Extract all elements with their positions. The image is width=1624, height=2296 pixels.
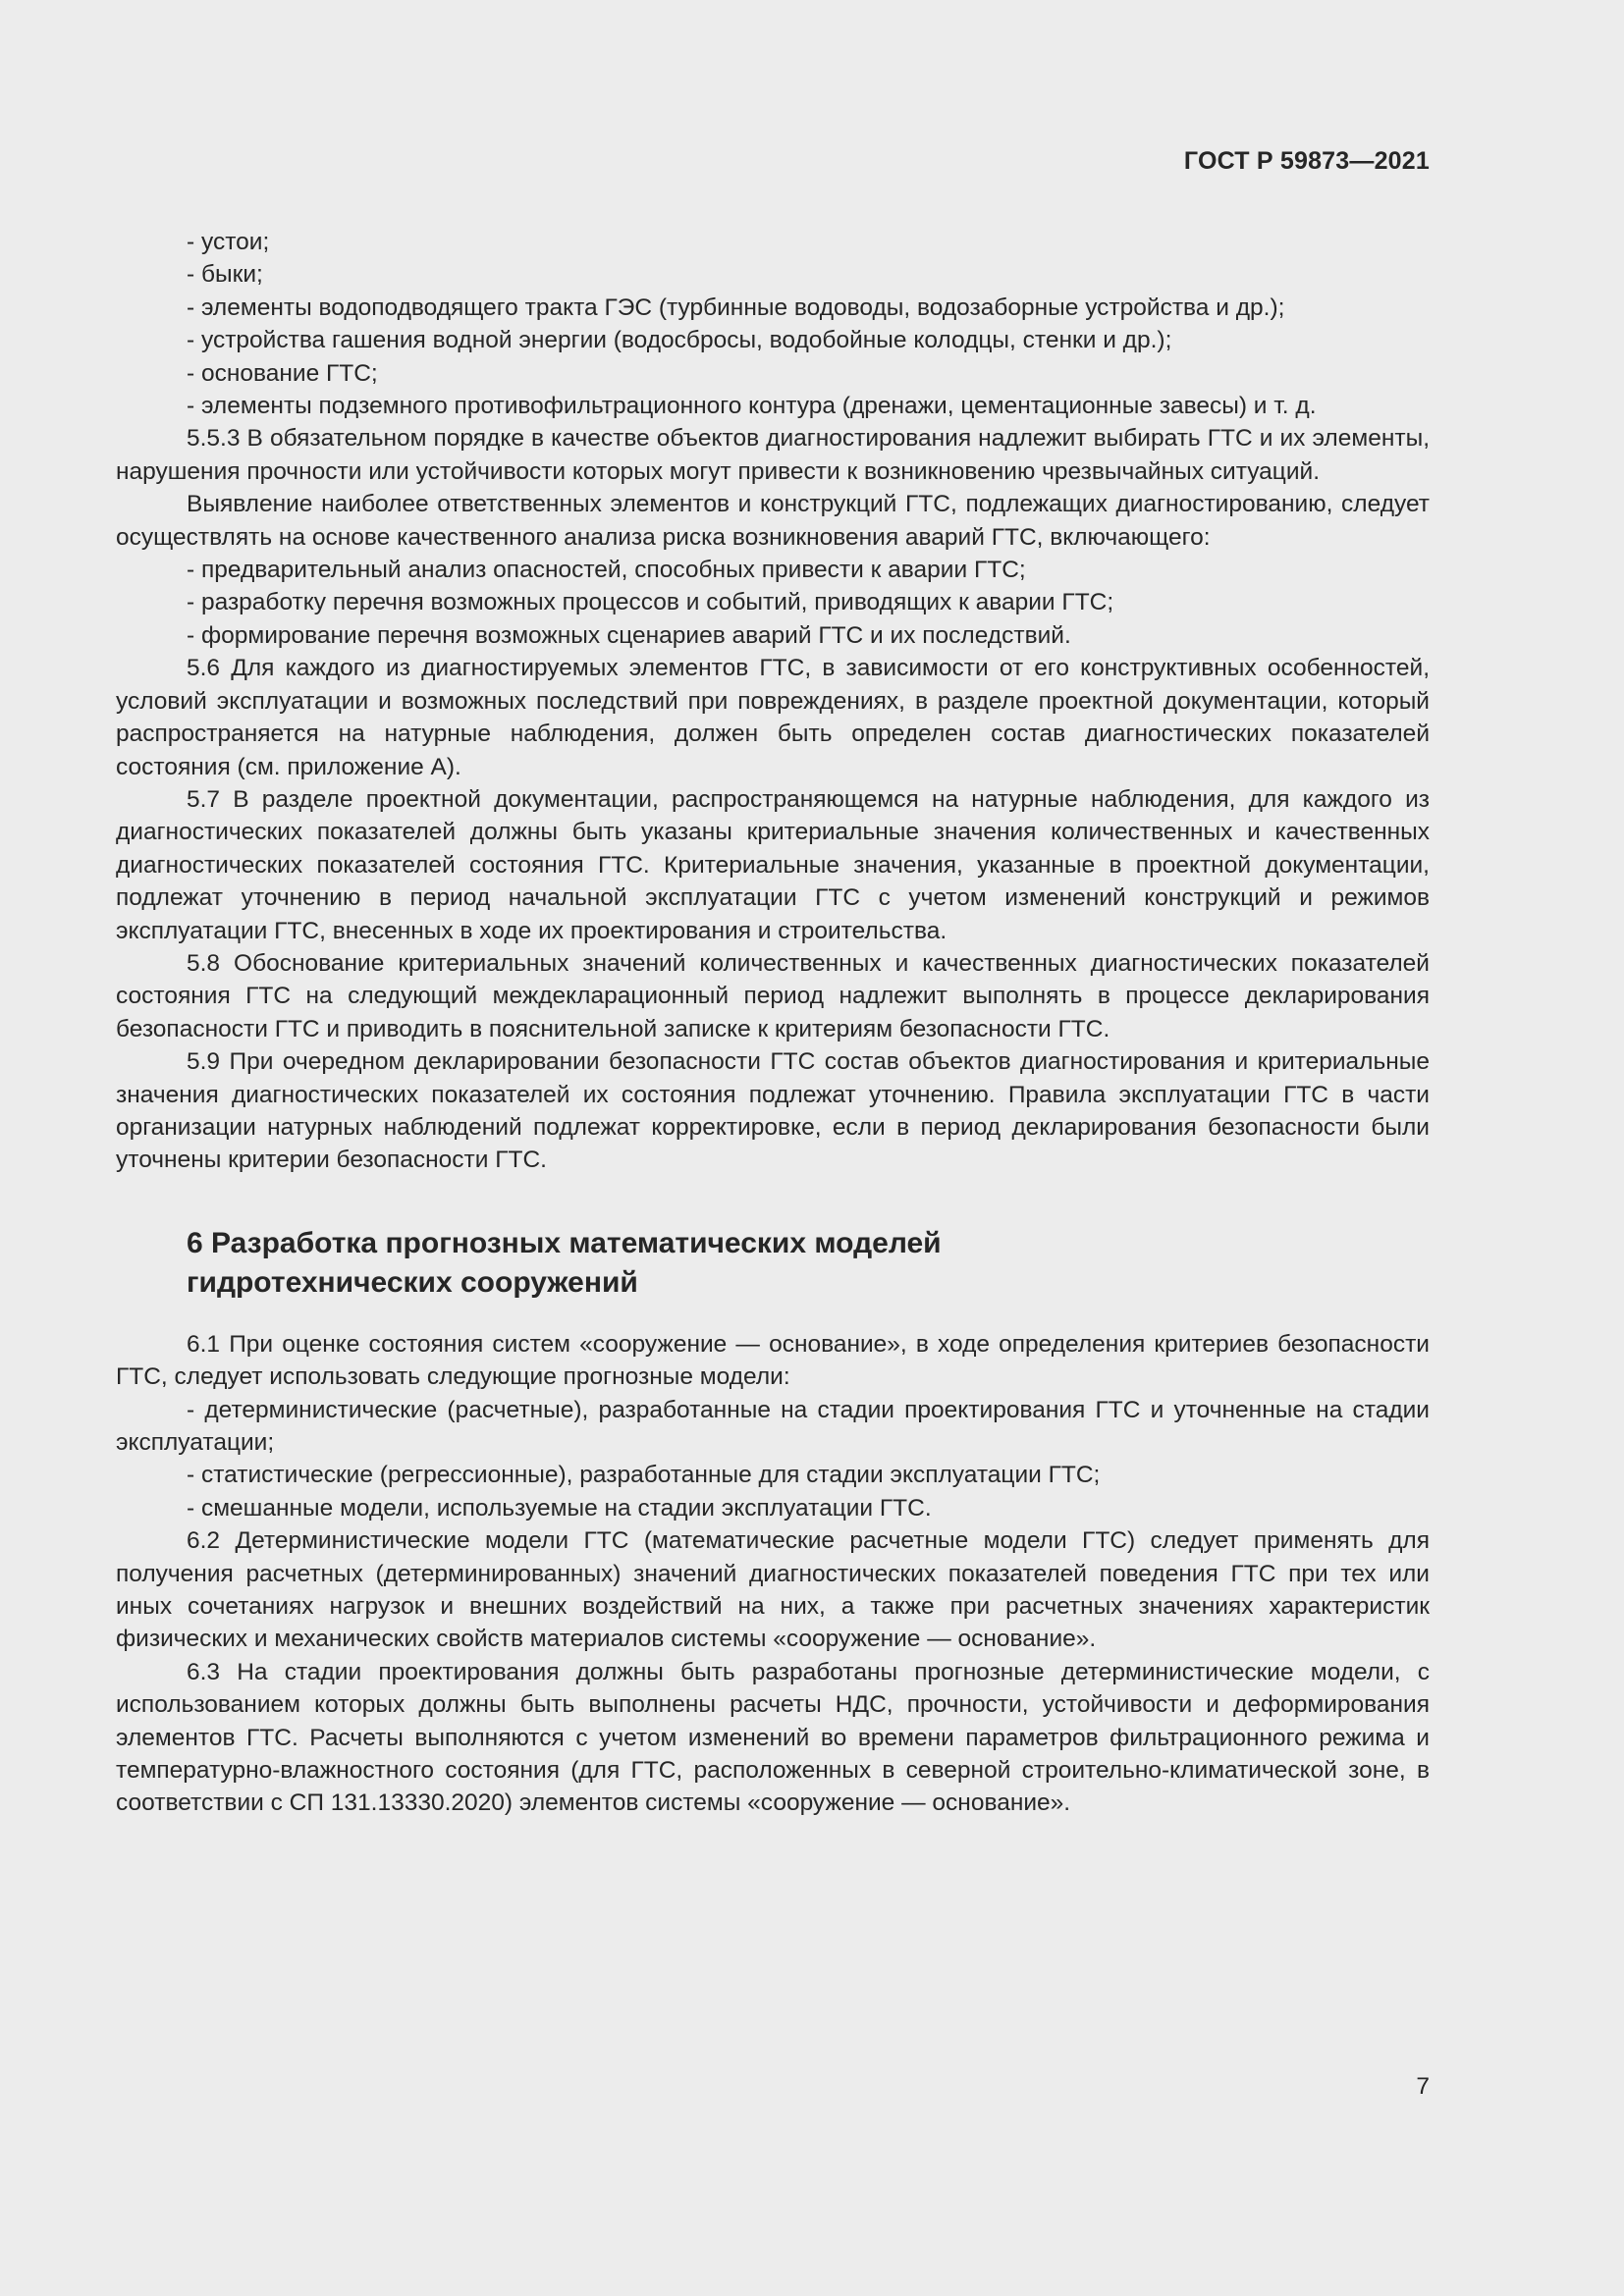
paragraph-6-2: 6.2 Детерминистические модели ГТС (математические расчетные модели ГТС) следует применять для получения расчетных (детерминированных) значений диагностических показателей поведения ГТС при тех или иных сочетаниях нагрузок и внешних воздействий на них, а также при расчетных значениях характеристик физических и механических свойств материалов системы «сооружение — основание». bbox=[116, 1527, 1430, 1653]
list-item: - элементы подземного противофильтрационного контура (дренажи, цементационные завесы) и т. д. bbox=[187, 393, 1317, 420]
paragraph-5-9: 5.9 При очередном декларировании безопасности ГТС состав объектов диагностирования и критериальные значения диагностических показателей их состояния подлежат уточнению. Правила эксплуатации ГТС в части организации натурных наблюдений подлежат корректировке, если в период декларирования безопасности были уточнены критерии безопасности ГТС. bbox=[116, 1048, 1430, 1174]
list-item: - основание ГТС; bbox=[187, 359, 378, 387]
paragraph-5-8: 5.8 Обоснование критериальных значений количественных и качественных диагностических показателей состояния ГТС на следующий междекларационный период надлежит выполнять в процессе декларирования безопасности ГТС и приводить в пояснительной записке к критериям безопасности ГТС. bbox=[116, 949, 1430, 1042]
paragraph-6-3: 6.3 На стадии проектирования должны быть разработаны прогнозные детерминистические модели, с использованием которых должны быть выполнены расчеты НДС, прочности, устойчивости и деформирования элементов ГТС. Расчеты выполняются с учетом изменений во времени параметров фильтрационного режима и температурно-влажностного состояния (для ГТС, расположенных в северной строительно-климатической зоне, в соответствии с СП 131.13330.2020) элементов системы «сооружение — основание». bbox=[116, 1658, 1430, 1817]
paragraph-identification: Выявление наиболее ответственных элементов и конструкций ГТС, подлежащих диагностированию, следует осуществлять на основе качественного анализа риска возникновения аварий ГТС, включающего: bbox=[116, 491, 1430, 551]
page-number: 7 bbox=[1416, 2073, 1430, 2100]
list-item: - элементы водоподводящего тракта ГЭС (турбинные водоводы, водозаборные устройства и др.); bbox=[187, 294, 1285, 321]
list-item: - смешанные модели, используемые на стадии эксплуатации ГТС. bbox=[187, 1494, 932, 1522]
section-6-heading bbox=[187, 1224, 1430, 1303]
list-item: - формирование перечня возможных сценариев аварий ГТС и их последствий. bbox=[187, 621, 1071, 649]
list-item: - статистические (регрессионные), разработанные для стадии эксплуатации ГТС; bbox=[187, 1462, 1101, 1489]
list-item: - детерминистические (расчетные), разработанные на стадии проектирования ГТС и уточненные на стадии эксплуатации; bbox=[116, 1396, 1430, 1456]
paragraph-5-5-3: 5.5.3 В обязательном порядке в качестве объектов диагностирования надлежит выбирать ГТС и их элементы, нарушения прочности или устойчивости которых могут привести к возникновению чрезвычайных ситуаций. bbox=[116, 425, 1430, 485]
section-6-title-line-1: 6 Разработка прогнозных математических моделей bbox=[187, 1226, 942, 1259]
paragraph-6-1: 6.1 При оценке состояния систем «сооружение — основание», в ходе определения критериев безопасности ГТС, следует использовать следующие прогнозные модели: bbox=[116, 1330, 1430, 1391]
document-header: ГОСТ Р 59873—2021 bbox=[1183, 147, 1430, 175]
list-item: - устройства гашения водной энергии (водосбросы, водобойные колодцы, стенки и др.); bbox=[187, 327, 1172, 354]
paragraph-5-7: 5.7 В разделе проектной документации, распространяющемся на натурные наблюдения, для каждого из диагностических показателей должны быть указаны критериальные значения количественных и качественных диагностических показателей состояния ГТС. Критериальные значения, указанные в проектной документации, подлежат уточнению в период начальной эксплуатации ГТС с учетом изменений конструкций и режимов эксплуатации ГТС, внесенных в ходе их проектирования и строительства. bbox=[116, 785, 1430, 944]
list-item: - разработку перечня возможных процессов и событий, приводящих к аварии ГТС; bbox=[187, 589, 1114, 616]
list-item: - устои; bbox=[187, 229, 270, 255]
page-body bbox=[116, 226, 1430, 1820]
section-6-title-line-2: гидротехнических сооружений bbox=[187, 1265, 638, 1299]
list-item: - быки; bbox=[187, 261, 263, 289]
list-item: - предварительный анализ опасностей, способных привести к аварии ГТС; bbox=[187, 557, 1026, 584]
paragraph-5-6: 5.6 Для каждого из диагностируемых элементов ГТС, в зависимости от его конструктивных особенностей, условий эксплуатации и возможных последствий при повреждениях, в разделе проектной документации, который распространяется на натурные наблюдения, должен быть определен состав диагностических показателей состояния (см. приложение А). bbox=[116, 655, 1430, 780]
